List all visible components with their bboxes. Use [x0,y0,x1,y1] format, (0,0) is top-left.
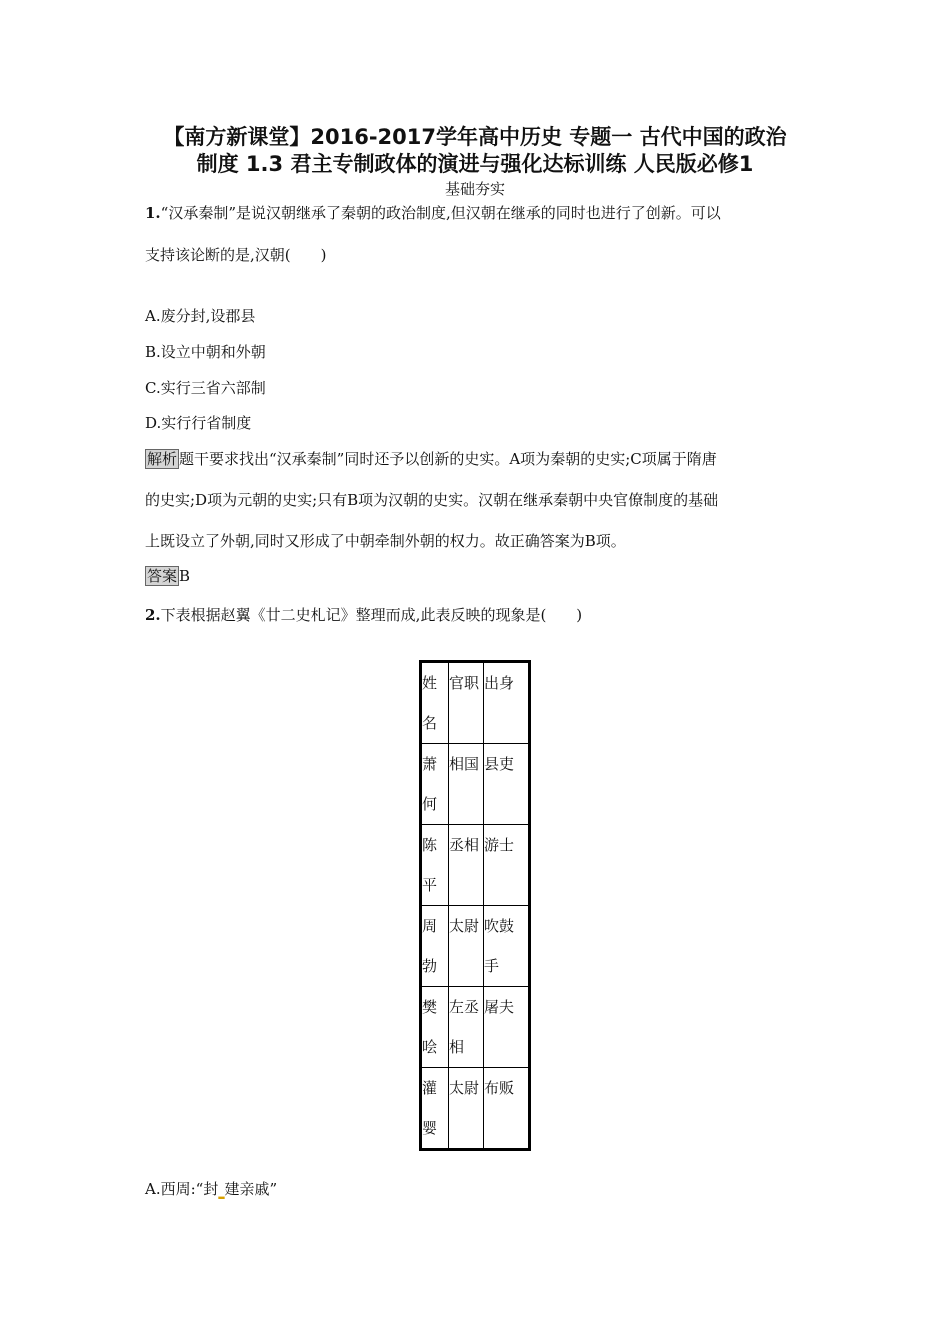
q1-number: 1. [145,204,161,222]
cell-name: 灌婴 [421,1068,449,1150]
q2-stem-text: 下表根据赵翼《廿二史札记》整理而成,此表反映的现象是( ) [160,606,583,624]
table-row [421,987,530,1068]
analysis-text-1: 题干要求找出“汉承秦制”同时还予以创新的史实。A项为秦朝的史实;C项属于隋唐 [179,450,717,468]
cell-origin: 吹鼓手 [484,906,530,987]
cell-post: 相国 [449,744,484,825]
marker-dot-icon: ▂ [218,1190,225,1199]
cell-name: 周勃 [421,906,449,987]
cell-origin: 屠夫 [484,987,530,1068]
q1-option-d: D.实行行省制度 [145,414,252,432]
q1-analysis-line-3: 上既设立了外朝,同时又形成了中朝牵制外朝的权力。故正确答案为B项。 [145,532,626,550]
cell-name: 樊哙 [421,987,449,1068]
section-subtitle: 基础夯实 [444,180,505,198]
q1-analysis-line-1 [145,448,717,469]
cell-name: 陈平 [421,825,449,906]
cell-origin: 布贩 [484,1068,530,1150]
analysis-tag: 解析 [147,450,178,468]
q1-stem-text: “汉承秦制”是说汉朝继承了秦朝的政治制度,但汉朝在继承的同时也进行了创新。可以 [160,204,721,222]
q2-option-a [145,1178,277,1199]
q2-stem [145,604,582,625]
table-row [421,825,530,906]
cell-origin: 游士 [484,825,530,906]
header-origin: 出身 [484,662,530,744]
q1-stem-line-1 [145,202,721,223]
cell-post: 左丞相 [449,987,484,1068]
title-line-2: 制度 1.3 君主专制政体的演进与强化达标训练 人民版必修1 [196,152,754,176]
q1-analysis-line-2: 的史实;D项为元朝的史实;只有B项为汉朝的史实。汉朝在继承秦朝中央官僚制度的基础 [145,491,719,509]
cell-name: 萧何 [421,744,449,825]
q1-answer [145,566,190,586]
table-header-row [421,662,530,744]
q1-option-b: B.设立中朝和外朝 [145,343,266,361]
q2-option-a-post: 建亲戚” [224,1180,278,1198]
officials-table [419,660,531,1151]
q1-stem-line-2: 支持该论断的是,汉朝( ) [145,246,327,264]
table-row [421,1068,530,1150]
header-name: 姓名 [421,662,449,744]
q1-option-c: C.实行三省六部制 [145,379,266,397]
cell-post: 太尉 [449,906,484,987]
header-post: 官职 [449,662,484,744]
q2-option-a-pre: A.西周:“封 [145,1180,219,1198]
cell-post: 丞相 [449,825,484,906]
document-title [120,124,830,178]
answer-tag: 答案 [147,567,178,585]
q1-option-a: A.废分封,设郡县 [145,307,256,325]
answer-value: B [179,567,191,585]
cell-post: 太尉 [449,1068,484,1150]
table-row [421,744,530,825]
cell-origin: 县吏 [484,744,530,825]
title-line-1: 【南方新课堂】2016-2017学年高中历史 专题一 古代中国的政治 [163,125,787,149]
table-row [421,906,530,987]
q2-number: 2. [145,606,161,624]
